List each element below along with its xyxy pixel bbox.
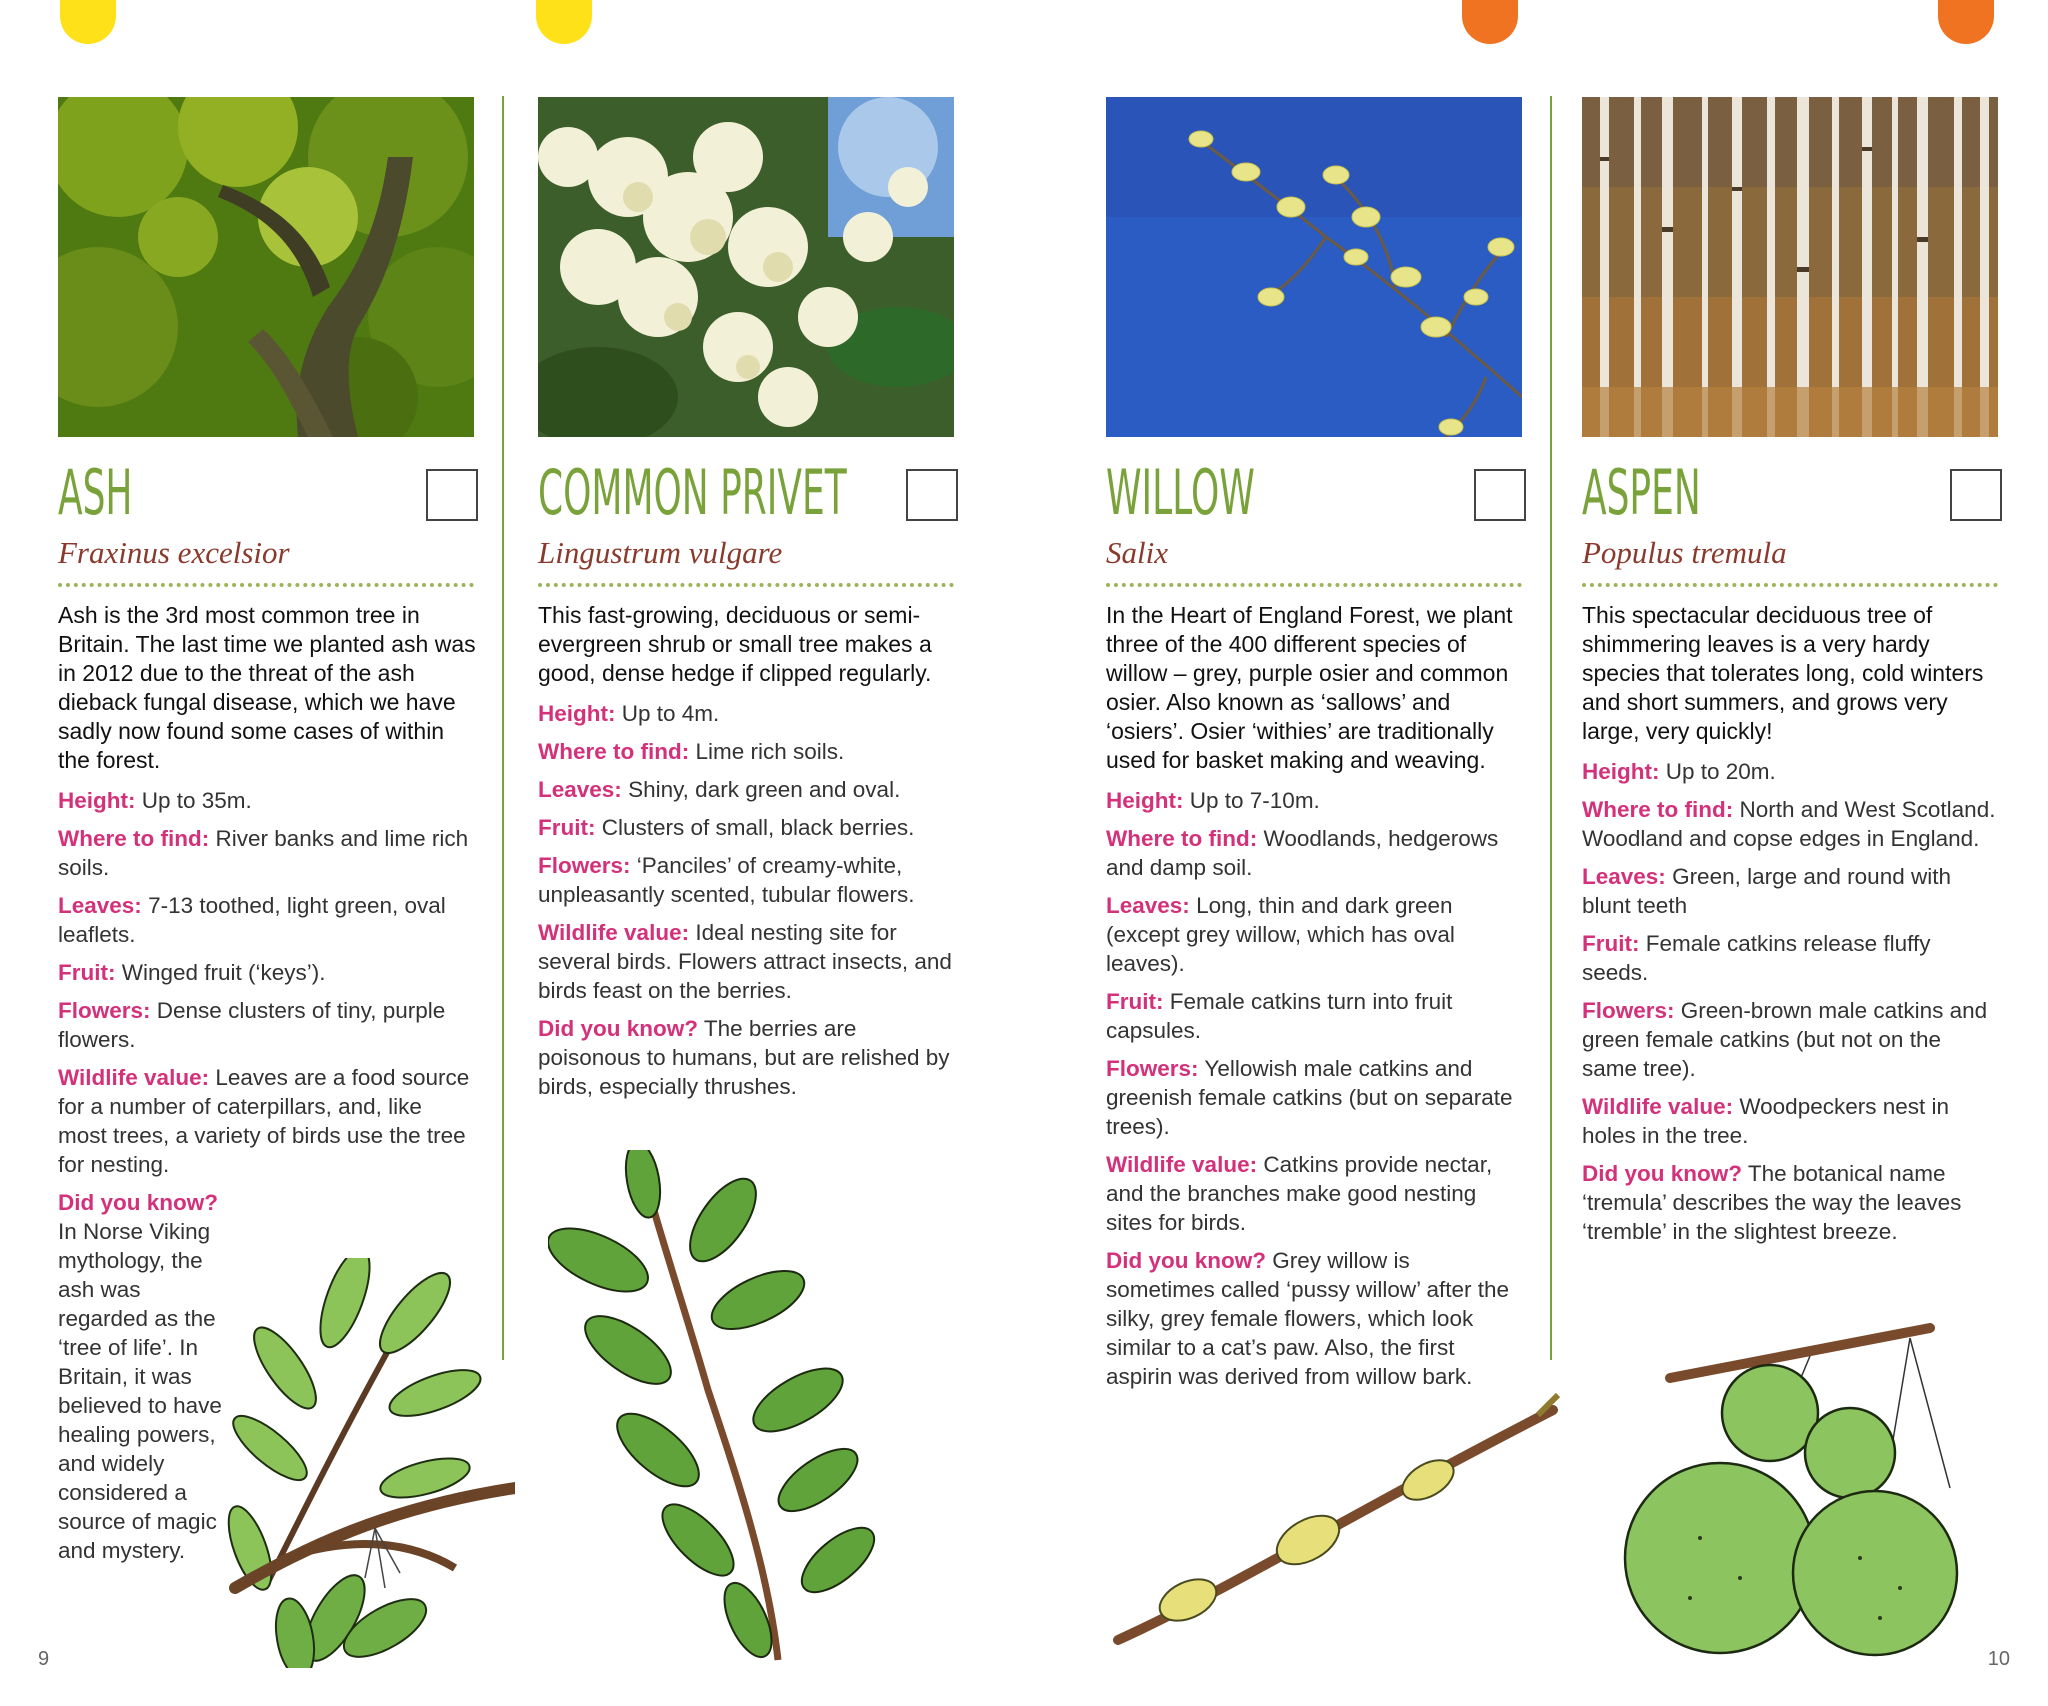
privet-leaf-illustration [548, 1150, 888, 1670]
intro-text: This spectacular deciduous tree of shimmering leaves is a very hardy species that tolerates long, cold winters and short summers, and grows very large, very quickly! [1582, 602, 1984, 744]
privet-leaf-icon [548, 1150, 888, 1670]
spotted-checkbox[interactable] [906, 469, 958, 521]
aspen-leaf-illustration [1610, 1318, 1970, 1668]
intro-text: In the Heart of England Forest, we plant three of the 400 different species of willow – grey, purple osier and common osier. Also known as ‘sallows’ and ‘osiers’. Osier ‘withies’ are traditionally used for basket making and weaving. [1106, 602, 1513, 773]
latin-name: Lingustrum vulgare [538, 535, 783, 570]
tree-description [538, 601, 956, 1110]
tree-description [1106, 601, 1524, 1400]
fact-fruit: Fruit: Female catkins turn into fruit capsules. [1106, 989, 1453, 1043]
fact-wildlife-value: Wildlife value: Catkins provide nectar, and the branches make good nesting sites for birds. [1106, 1152, 1493, 1235]
fact-wildlife-value: Wildlife value: Ideal nesting site for several birds. Flowers attract insects, and birds feast on the berries. [538, 920, 952, 1003]
aspen-leaf-icon [1610, 1318, 1970, 1668]
latin-name: Salix [1106, 535, 1168, 570]
tree-name: ASPEN [1582, 456, 1701, 529]
page-number-right: 10 [1987, 1648, 2010, 1670]
tree-name: COMMON PRIVET [538, 456, 847, 529]
fact-where-to-find: Where to find: North and West Scotland. Woodland and copse edges in England. [1582, 797, 1996, 851]
dotted-divider [58, 583, 474, 587]
tree-name: WILLOW [1106, 456, 1255, 529]
willow-catkins-icon [1106, 97, 1522, 437]
aspen-photo [1582, 97, 1998, 437]
tab-marker-orange [1938, 0, 1994, 44]
dotted-divider [1106, 583, 1522, 587]
spotted-checkbox[interactable] [1950, 469, 2002, 521]
fact-leaves: Leaves: Long, thin and dark green (except grey willow, which has oval leaves). [1106, 893, 1455, 976]
tab-marker-yellow [536, 0, 592, 44]
tab-marker-orange [1462, 0, 1518, 44]
fact-where-to-find: Where to find: River banks and lime rich soils. [58, 826, 469, 880]
willow-twig-icon [1108, 1390, 1568, 1660]
intro-text: Ash is the 3rd most common tree in Britain. The last time we planted ash was in 2012 due to the threat of the ash dieback fungal disease, which we have sadly now found some cases of within the forest. [58, 602, 476, 773]
fact-flowers: Flowers: Dense clusters of tiny, purple flowers. [58, 998, 446, 1052]
fact-wildlife-value: Wildlife value: Leaves are a food source for a number of caterpillars, and, like most trees, a variety of birds use the tree for nesting. [58, 1065, 470, 1177]
fact-flowers: Flowers: ‘Panciles’ of creamy-white, unpleasantly scented, tubular flowers. [538, 853, 915, 907]
fact-fruit: Fruit: Winged fruit (‘keys’). [58, 960, 326, 985]
fact-height: Height: Up to 4m. [538, 701, 720, 726]
ash-leaf-illustration [225, 1258, 515, 1668]
tree-name: ASH [58, 456, 133, 529]
page-number-left: 9 [38, 1648, 50, 1670]
willow-twig-illustration [1108, 1390, 1568, 1660]
dotted-divider [1582, 583, 1998, 587]
fact-height: Height: Up to 7-10m. [1106, 788, 1320, 813]
fact-height: Height: Up to 35m. [58, 788, 252, 813]
privet-flowers-icon [538, 97, 954, 437]
column-divider [502, 96, 504, 1360]
fact-fruit: Fruit: Clusters of small, black berries. [538, 815, 915, 840]
fact-where-to-find: Where to find: Lime rich soils. [538, 739, 845, 764]
fact-height: Height: Up to 20m. [1582, 759, 1776, 784]
spotted-checkbox[interactable] [1474, 469, 1526, 521]
common-privet-photo [538, 97, 954, 437]
fact-leaves: Leaves: Shiny, dark green and oval. [538, 777, 901, 802]
spotted-checkbox[interactable] [426, 469, 478, 521]
ash-tree-canopy-icon [58, 97, 474, 437]
fact-fruit: Fruit: Female catkins release fluffy seeds. [1582, 931, 1931, 985]
column-divider [1550, 96, 1552, 1360]
fact-leaves: Leaves: 7-13 toothed, light green, oval leaflets. [58, 893, 446, 947]
latin-name: Fraxinus excelsior [58, 535, 290, 570]
willow-photo [1106, 97, 1522, 437]
fact-did-you-know: Did you know? The berries are poisonous to humans, but are relished by birds, especially thrushes. [538, 1016, 950, 1099]
latin-name: Populus tremula [1582, 535, 1787, 570]
fact-flowers: Flowers: Green-brown male catkins and green female catkins (but not on the same tree). [1582, 998, 1988, 1081]
fact-did-you-know: Did you know? In Norse Viking mythology, the ash was regarded as the ‘tree of life’. In Britain, it was believed to have healing powers, and widely considered a source of magic and mystery. [58, 1190, 222, 1563]
intro-text: This fast-growing, deciduous or semi-evergreen shrub or small tree makes a good, dense hedge if clipped regularly. [538, 602, 932, 686]
ash-leaf-icon [225, 1258, 515, 1668]
tree-description [1582, 601, 2000, 1255]
aspen-forest-icon [1582, 97, 1998, 437]
dotted-divider [538, 583, 954, 587]
fact-leaves: Leaves: Green, large and round with blunt teeth [1582, 864, 1951, 918]
fact-wildlife-value: Wildlife value: Woodpeckers nest in holes in the tree. [1582, 1094, 1950, 1148]
tab-marker-yellow [60, 0, 116, 44]
fact-where-to-find: Where to find: Woodlands, hedgerows and damp soil. [1106, 826, 1499, 880]
fact-flowers: Flowers: Yellowish male catkins and greenish female catkins (but on separate trees). [1106, 1056, 1513, 1139]
fact-did-you-know: Did you know? Grey willow is sometimes called ‘pussy willow’ after the silky, grey female flowers, which look similar to a cat’s paw. Also, the first aspirin was derived from willow bark. [1106, 1248, 1510, 1389]
ash-photo [58, 97, 474, 437]
fact-did-you-know: Did you know? The botanical name ‘tremula’ describes the way the leaves ‘tremble’ in the slightest breeze. [1582, 1161, 1962, 1244]
